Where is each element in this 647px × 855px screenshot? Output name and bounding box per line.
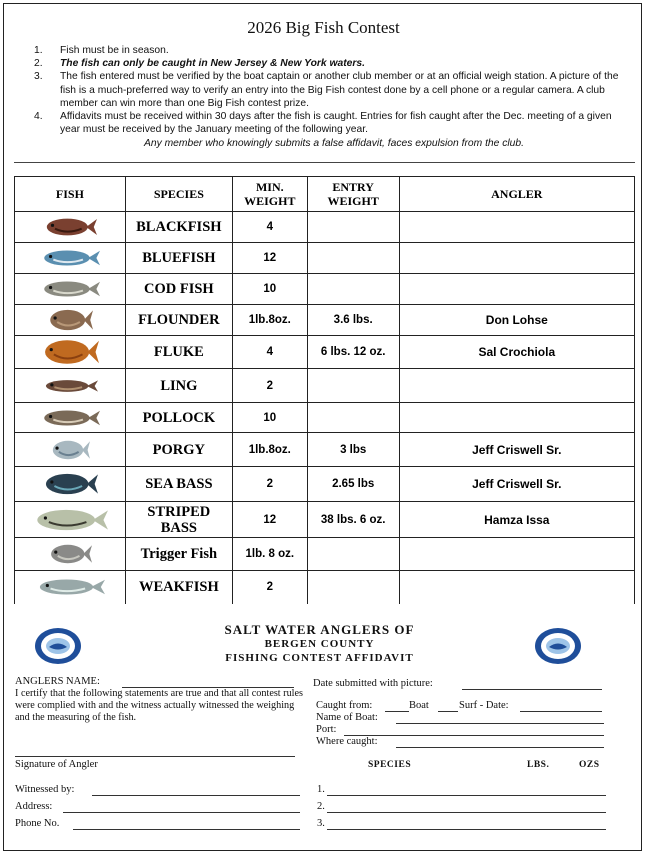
min-weight-cell: 2 <box>232 467 307 502</box>
boat-label: Boat <box>409 700 429 711</box>
angler-cell <box>399 243 634 274</box>
min-weight-cell: 12 <box>232 502 307 538</box>
entry-weight-cell <box>307 274 399 305</box>
entry-line-number: 3. <box>317 818 325 829</box>
fish-image-cell <box>15 571 126 604</box>
table-row <box>15 243 635 274</box>
species-column-header: SPECIES <box>368 760 412 770</box>
divider <box>14 162 635 163</box>
entry-weight-cell: 3 lbs <box>307 433 399 467</box>
angler-cell <box>399 212 634 243</box>
species-cell: Trigger Fish <box>125 538 232 571</box>
fish-image-cell <box>15 305 126 336</box>
warning-text: Any member who knowingly submits a false affidavit, faces expulsion from the club. <box>143 138 524 150</box>
entry-weight-cell <box>307 243 399 274</box>
fish-image-cell <box>15 243 126 274</box>
angler-cell: Don Lohse <box>399 305 634 336</box>
rule-item <box>34 57 634 70</box>
table-row <box>15 305 635 336</box>
signature-field[interactable] <box>15 756 295 757</box>
signature-label: Signature of Angler <box>15 759 98 770</box>
table-header-row <box>15 177 635 212</box>
min-weight-cell: 10 <box>232 274 307 305</box>
rule-item <box>34 110 634 136</box>
address-field[interactable] <box>63 812 300 813</box>
table-row <box>15 274 635 305</box>
date-submitted-field[interactable] <box>462 689 602 690</box>
fish-image-cell <box>15 403 126 433</box>
entry-line-number: 2. <box>317 801 325 812</box>
angler-cell: Sal Crochiola <box>399 336 634 369</box>
fish-image-cell <box>15 538 126 571</box>
angler-cell <box>399 274 634 305</box>
surf-date-label: Surf - Date: <box>459 700 509 711</box>
name-of-boat-label: Name of Boat: <box>316 712 378 723</box>
phone-label: Phone No. <box>15 818 60 829</box>
rule-number: 1. <box>34 45 43 56</box>
trigger-fish-icon <box>48 543 92 565</box>
affidavit-title-line1: SALT WATER ANGLERS OF <box>224 622 415 637</box>
entry-weight-cell <box>307 571 399 604</box>
species-cell: COD FISH <box>125 274 232 305</box>
min-weight-cell: 4 <box>232 212 307 243</box>
certification-text: I certify that the following statements are true and that all contest rules were complied with and the witness actually witnessed the weighing and the measuring of the fish. <box>15 688 303 723</box>
pollock-icon <box>40 409 100 427</box>
phone-field[interactable] <box>73 829 300 830</box>
table-row <box>15 538 635 571</box>
col-header-fish: FISH <box>15 177 126 212</box>
fish-image-cell <box>15 467 126 502</box>
table-row <box>15 571 635 604</box>
ozs-column-header: OZS <box>579 760 600 770</box>
table-row <box>15 467 635 502</box>
angler-cell: Jeff Criswell Sr. <box>399 433 634 467</box>
porgy-icon <box>50 439 90 461</box>
lbs-column-header: LBS. <box>527 760 550 770</box>
blackfish-icon <box>43 217 97 237</box>
bluefish-icon <box>40 249 100 267</box>
species-entry-field[interactable] <box>327 829 606 830</box>
flounder-icon <box>47 308 93 332</box>
entry-weight-cell: 3.6 lbs. <box>307 305 399 336</box>
species-cell: STRIPED BASS <box>125 502 232 538</box>
entry-weight-cell <box>307 369 399 403</box>
port-label: Port: <box>316 724 337 735</box>
striped-bass-icon <box>32 508 108 532</box>
col-header-entry-weight: ENTRY WEIGHT <box>307 177 399 212</box>
date-submitted-label: Date submitted with picture: <box>313 678 433 689</box>
angler-cell: Hamza Issa <box>399 502 634 538</box>
col-header-species: SPECIES <box>125 177 232 212</box>
species-entry-field[interactable] <box>327 795 606 796</box>
species-entry-field[interactable] <box>327 812 606 813</box>
sea-bass-icon <box>42 472 98 496</box>
rule-item <box>34 44 634 57</box>
rule-text: Affidavits must be received within 30 days after the fish is caught. Entries for fish caught after the Dec. meeting of a given year must be received by the January meeting of the following year. <box>60 111 612 136</box>
species-cell: PORGY <box>125 433 232 467</box>
cod-fish-icon <box>40 280 100 298</box>
table-row <box>15 369 635 403</box>
min-weight-cell: 1lb.8oz. <box>232 305 307 336</box>
fish-image-cell <box>15 433 126 467</box>
entry-weight-cell <box>307 403 399 433</box>
col-header-angler: ANGLER <box>399 177 634 212</box>
min-weight-cell: 2 <box>232 571 307 604</box>
fish-image-cell <box>15 336 126 369</box>
species-cell: WEAKFISH <box>125 571 232 604</box>
big-fish-table <box>14 176 635 604</box>
table-row <box>15 212 635 243</box>
col-header-min-weight: MIN. WEIGHT <box>232 177 307 212</box>
rule-number: 4. <box>34 111 43 123</box>
rule-item <box>34 70 634 110</box>
boat-check-field[interactable] <box>385 711 409 712</box>
rule-number: 3. <box>34 71 43 83</box>
fish-image-cell <box>15 274 126 305</box>
entry-weight-cell <box>307 212 399 243</box>
port-field[interactable] <box>344 735 604 736</box>
anglers-name-label: ANGLERS NAME: <box>15 676 100 687</box>
species-cell: BLUEFISH <box>125 243 232 274</box>
rule-text: The fish entered must be verified by the boat captain or another club member or at an official weigh station. A picture of the fish is a much-preferred way to verify an entry into the Big Fish contest done by a cell phone or a regular camera. A club member can win more than one Big Fish contest prize. <box>60 71 619 109</box>
entry-weight-cell: 38 lbs. 6 oz. <box>307 502 399 538</box>
min-weight-cell: 12 <box>232 243 307 274</box>
rule-number: 2. <box>34 58 43 70</box>
angler-cell <box>399 538 634 571</box>
witnessed-by-label: Witnessed by: <box>15 784 75 795</box>
min-weight-cell: 1lb. 8 oz. <box>232 538 307 571</box>
table-row <box>15 433 635 467</box>
angler-cell <box>399 403 634 433</box>
witnessed-by-field[interactable] <box>92 795 300 796</box>
where-caught-field[interactable] <box>396 747 604 748</box>
species-cell: LING <box>125 369 232 403</box>
name-of-boat-field[interactable] <box>396 723 604 724</box>
fish-image-cell <box>15 502 126 538</box>
rule-text: The fish can only be caught in New Jersey & New York waters. <box>60 58 365 70</box>
page-title: 2026 Big Fish Contest <box>247 18 400 37</box>
species-cell: POLLOCK <box>125 403 232 433</box>
species-cell: FLOUNDER <box>125 305 232 336</box>
affidavit-title-line2: BERGEN COUNTY <box>264 638 375 650</box>
table-row <box>15 403 635 433</box>
species-cell: FLUKE <box>125 336 232 369</box>
ling-icon <box>42 379 98 393</box>
where-caught-label: Where caught: <box>316 736 378 747</box>
angler-cell <box>399 571 634 604</box>
table-row <box>15 336 635 369</box>
surf-check-field[interactable] <box>438 711 458 712</box>
angler-cell <box>399 369 634 403</box>
contest-rules <box>34 44 634 151</box>
fish-image-cell <box>15 369 126 403</box>
rule-text: Fish must be in season. <box>60 45 169 56</box>
entry-weight-cell: 2.65 lbs <box>307 467 399 502</box>
entry-line-number: 1. <box>317 784 325 795</box>
fish-image-cell <box>15 212 126 243</box>
species-cell: BLACKFISH <box>125 212 232 243</box>
weakfish-icon <box>35 578 105 596</box>
entry-weight-cell <box>307 538 399 571</box>
species-cell: SEA BASS <box>125 467 232 502</box>
surf-date-field[interactable] <box>520 711 602 712</box>
affidavit-title-line3: FISHING CONTEST AFFIDAVIT <box>225 652 414 664</box>
caught-from-label: Caught from: <box>316 700 373 711</box>
min-weight-cell: 1lb.8oz. <box>232 433 307 467</box>
table-row <box>15 502 635 538</box>
angler-cell: Jeff Criswell Sr. <box>399 467 634 502</box>
min-weight-cell: 2 <box>232 369 307 403</box>
min-weight-cell: 4 <box>232 336 307 369</box>
fluke-icon <box>41 338 99 366</box>
address-label: Address: <box>15 801 53 812</box>
entry-weight-cell: 6 lbs. 12 oz. <box>307 336 399 369</box>
min-weight-cell: 10 <box>232 403 307 433</box>
